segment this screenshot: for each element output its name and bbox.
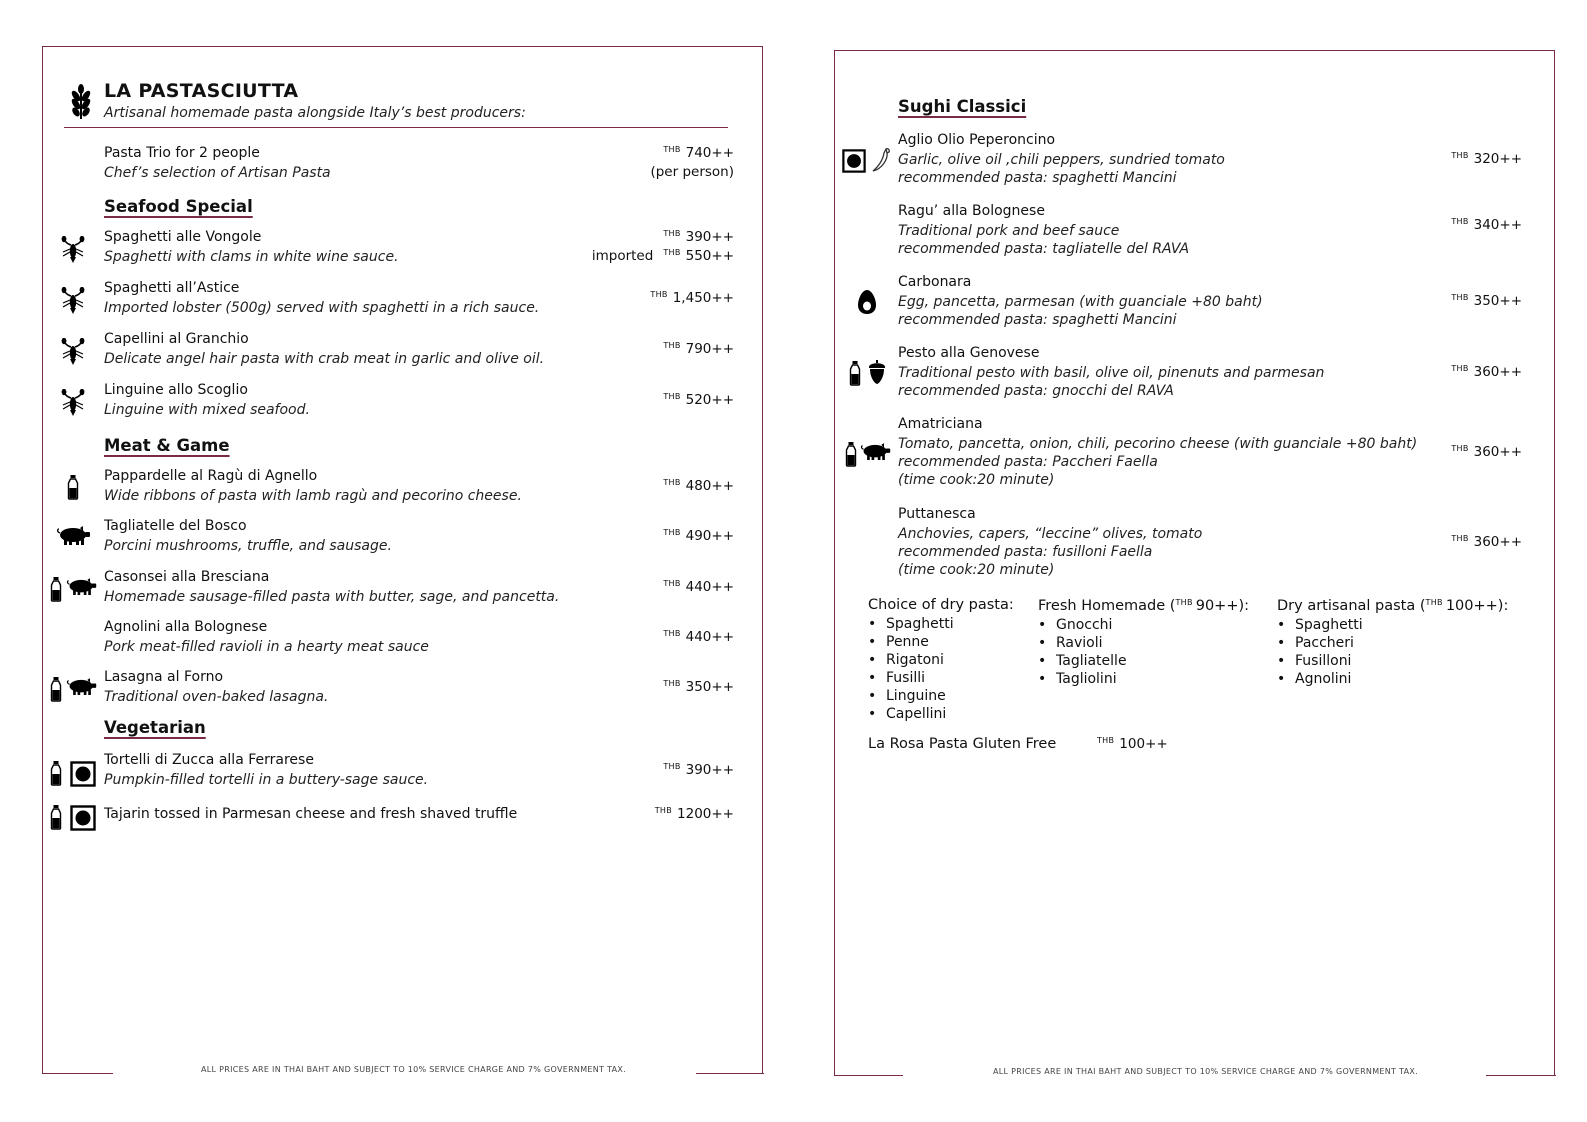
- sauce-desc-line: Traditional pork and beef sauce: [898, 223, 1120, 239]
- sauce-desc-line: Garlic, olive oil ,chili peppers, sundried tomato: [898, 152, 1225, 168]
- sauce-desc-line: Tomato, pancetta, onion, chili, pecorino cheese (with guanciale +80 baht): [898, 436, 1418, 452]
- list-item: • Spaghetti: [1277, 616, 1508, 634]
- sauce-price: $^{THB}$ 360++: [1451, 534, 1522, 550]
- list-item: • Fusilloni: [1277, 652, 1508, 670]
- menu-item-name: Agnolini alla Bolognese: [104, 619, 268, 635]
- milk-bottle-icon: [849, 360, 861, 386]
- menu-item-desc: Porcini mushrooms, truffle, and sausage.: [104, 538, 392, 554]
- sauce-name: Ragu’ alla Bolognese: [898, 203, 1045, 219]
- menu-item-desc: Wide ribbons of pasta with lamb ragù and pecorino cheese.: [104, 488, 522, 504]
- menu-item-desc: Pumpkin-filled tortelli in a buttery-sage sauce.: [104, 772, 429, 788]
- sauce-desc-line: recommended pasta: spaghetti Mancini: [898, 312, 1177, 328]
- menu-item-price: $^{THB}$ 440++: [663, 629, 734, 645]
- artisanal-pasta-heading: Dry artisanal pasta ($^{THB}$ 100++):: [1277, 598, 1509, 614]
- sauce-price: $^{THB}$ 340++: [1451, 217, 1522, 233]
- lobster-icon: [60, 236, 86, 264]
- pig-icon: [860, 443, 892, 461]
- sauce-desc-line: recommended pasta: gnocchi del RAVA: [898, 383, 1174, 399]
- sauce-desc-line: Traditional pesto with basil, olive oil, pinenuts and parmesan: [898, 365, 1325, 381]
- egg-icon: [857, 289, 877, 315]
- dry-pasta-list: [868, 615, 1014, 723]
- wheat-icon: [68, 84, 94, 120]
- vegetarian-icon: [70, 761, 96, 787]
- list-item: • Tagliatelle: [1038, 652, 1249, 670]
- menu-item-name: Pappardelle al Ragù di Agnello: [104, 468, 318, 484]
- list-item: • Fusilli: [868, 669, 1014, 687]
- sauce-name: Puttanesca: [898, 506, 976, 522]
- menu-item-price: $^{THB}$ 1200++: [654, 806, 734, 822]
- sauce-desc-line: Anchovies, capers, “leccine” olives, tomato: [898, 526, 1203, 542]
- sauce-name: Carbonara: [898, 274, 972, 290]
- milk-bottle-icon: [845, 441, 857, 467]
- artisanal-pasta-list: [1277, 616, 1508, 688]
- milk-bottle-icon: [50, 676, 62, 702]
- sauce-name: Aglio Olio Peperoncino: [898, 132, 1056, 148]
- milk-bottle-icon: [67, 474, 79, 500]
- sauce-desc-line: (time cook:20 minute): [898, 562, 1055, 578]
- menu-subtitle: Artisanal homemade pasta alongside Italy’s best producers:: [104, 105, 526, 121]
- menu-item-price: $^{THB}$ 390++: [663, 229, 734, 245]
- menu-item-price: $^{THB}$ 1,450++: [650, 290, 734, 306]
- menu-item-desc: Spaghetti with clams in white wine sauce.: [104, 249, 399, 265]
- sauce-desc-line: recommended pasta: tagliatelle del RAVA: [898, 241, 1190, 257]
- sauce-price: $^{THB}$ 320++: [1451, 151, 1522, 167]
- pig-icon: [56, 526, 92, 546]
- list-item: • Agnolini: [1277, 670, 1508, 688]
- menu-item-name: Tajarin tossed in Parmesan cheese and fresh shaved truffle: [104, 806, 518, 822]
- menu-item-alt-price: imported $^{THB}$ 550++: [591, 248, 734, 264]
- menu-item-price: $^{THB}$ 520++: [663, 392, 734, 408]
- list-item: • Gnocchi: [1038, 616, 1249, 634]
- list-item: • Ravioli: [1038, 634, 1249, 652]
- menu-title: LA PASTASCIUTTA: [104, 80, 299, 102]
- dry-pasta-column: [868, 597, 1014, 723]
- sauce-desc-line: recommended pasta: Paccheri Faella: [898, 454, 1158, 470]
- list-item: • Penne: [868, 633, 1014, 651]
- dry-pasta-heading: Choice of dry pasta:: [868, 597, 1014, 613]
- vegetarian-icon: [842, 149, 866, 173]
- menu-item-name: Linguine allo Scoglio: [104, 382, 248, 398]
- fresh-pasta-list: [1038, 616, 1249, 688]
- nut-icon: [867, 359, 887, 385]
- list-item: • Linguine: [868, 687, 1014, 705]
- section-heading-seafood: Seafood Special: [104, 197, 253, 216]
- left-footer-note: ALL PRICES ARE IN THAI BAHT AND SUBJECT TO 10% SERVICE CHARGE AND 7% GOVERNMENT TAX.: [201, 1065, 627, 1074]
- sauce-desc-line: recommended pasta: fusilloni Faella: [898, 544, 1153, 560]
- menu-item-price: $^{THB}$ 490++: [663, 528, 734, 544]
- per-person-note: (per person): [650, 164, 734, 180]
- section-heading-vegetarian: Vegetarian: [104, 718, 206, 737]
- milk-bottle-icon: [50, 760, 62, 786]
- menu-item-name: Tortelli di Zucca alla Ferrarese: [104, 752, 314, 768]
- sauce-price: $^{THB}$ 350++: [1451, 293, 1522, 309]
- title-divider: [64, 127, 728, 128]
- menu-item-price: $^{THB}$ 350++: [663, 679, 734, 695]
- sauce-name: Pesto alla Genovese: [898, 345, 1040, 361]
- menu-item-name: Casonsei alla Bresciana: [104, 569, 270, 585]
- sauce-desc-line: Egg, pancetta, parmesan (with guanciale +80 baht): [898, 294, 1263, 310]
- list-item: • Rigatoni: [868, 651, 1014, 669]
- menu-item-desc: Imported lobster (500g) served with spaghetti in a rich sauce.: [104, 300, 540, 316]
- list-item: • Spaghetti: [868, 615, 1014, 633]
- list-item: • Paccheri: [1277, 634, 1508, 652]
- lobster-icon: [60, 287, 86, 315]
- list-item: • Tagliolini: [1038, 670, 1249, 688]
- fresh-pasta-column: [1038, 598, 1249, 688]
- menu-item-desc: Chef’s selection of Artisan Pasta: [104, 165, 331, 181]
- chili-icon: [870, 147, 894, 173]
- pig-icon: [66, 578, 98, 596]
- pig-icon: [66, 678, 98, 696]
- sauce-name: Amatriciana: [898, 416, 983, 432]
- right-footer-note: ALL PRICES ARE IN THAI BAHT AND SUBJECT TO 10% SERVICE CHARGE AND 7% GOVERNMENT TAX.: [993, 1067, 1419, 1076]
- sauce-desc-line: (time cook:20 minute): [898, 472, 1055, 488]
- menu-item-name: Capellini al Granchio: [104, 331, 249, 347]
- menu-item-desc: Linguine with mixed seafood.: [104, 402, 310, 418]
- menu-item-price: $^{THB}$ 390++: [663, 762, 734, 778]
- list-item: • Capellini: [868, 705, 1014, 723]
- menu-item-desc: Delicate angel hair pasta with crab meat in garlic and olive oil.: [104, 351, 545, 367]
- milk-bottle-icon: [50, 804, 62, 830]
- gluten-free-name: La Rosa Pasta Gluten Free: [868, 736, 1057, 752]
- menu-item-desc: Pork meat-filled ravioli in a hearty meat sauce: [104, 639, 429, 655]
- sauce-price: $^{THB}$ 360++: [1451, 444, 1522, 460]
- menu-item-price: $^{THB}$ 790++: [663, 341, 734, 357]
- milk-bottle-icon: [50, 576, 62, 602]
- artisanal-pasta-column: [1277, 598, 1508, 688]
- menu-item-name: Tagliatelle del Bosco: [104, 518, 247, 534]
- menu-item-desc: Homemade sausage-filled pasta with butter, sage, and pancetta.: [104, 589, 560, 605]
- fresh-pasta-heading: Fresh Homemade ($^{THB}$ 90++):: [1038, 598, 1250, 614]
- section-heading-meat: Meat & Game: [104, 436, 230, 455]
- sauce-price: $^{THB}$ 360++: [1451, 364, 1522, 380]
- sauce-desc-line: recommended pasta: spaghetti Mancini: [898, 170, 1177, 186]
- lobster-icon: [60, 338, 86, 366]
- menu-item-price: $^{THB}$ 440++: [663, 579, 734, 595]
- menu-item-price: $^{THB}$ 480++: [663, 478, 734, 494]
- menu-item-name: Spaghetti alle Vongole: [104, 229, 262, 245]
- gluten-free-price: $^{THB}$ 100++: [1097, 736, 1168, 752]
- menu-item-name: Lasagna al Forno: [104, 669, 224, 685]
- section-heading-sauces: Sughi Classici: [898, 97, 1027, 116]
- lobster-icon: [60, 389, 86, 417]
- menu-item-name: Pasta Trio for 2 people: [104, 145, 260, 161]
- vegetarian-icon: [70, 805, 96, 831]
- menu-item-price: $^{THB}$ 740++: [663, 145, 734, 161]
- menu-item-name: Spaghetti all’Astice: [104, 280, 240, 296]
- menu-item-desc: Traditional oven-baked lasagna.: [104, 689, 329, 705]
